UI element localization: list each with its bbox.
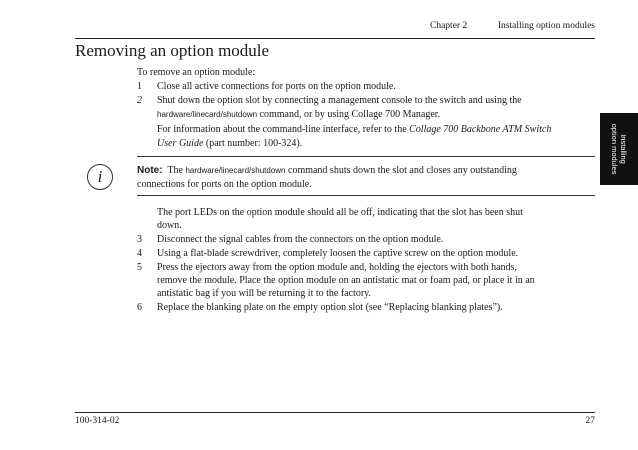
intro-text: To remove an option module: bbox=[137, 67, 256, 78]
step-number: 5 bbox=[137, 262, 142, 273]
page-title: Removing an option module bbox=[75, 41, 270, 60]
step-text: Close all active connections for ports on the option module. bbox=[157, 81, 396, 92]
footer-rule bbox=[75, 412, 595, 413]
command-text: hardware/linecard/shutdown bbox=[185, 166, 286, 175]
side-tab-line1: Installing bbox=[619, 134, 628, 164]
footer-doc-number: 100-314-02 bbox=[75, 416, 120, 426]
header-rule bbox=[75, 38, 595, 39]
note-rule-bottom bbox=[137, 195, 595, 196]
step-text-line1: Press the ejectors away from the option module and, holding the ejectors with both hands, bbox=[157, 262, 517, 273]
step-number: 4 bbox=[137, 248, 142, 259]
step-text-line4: User Guide (part number: 100-324). bbox=[157, 138, 303, 149]
step-number: 2 bbox=[137, 95, 142, 106]
note-label: Note: bbox=[137, 165, 163, 176]
step-text-line2: hardware/linecard/shutdown command, or by using Collage 700 Manager. bbox=[157, 109, 441, 120]
side-tab-line2: option modules bbox=[610, 123, 619, 175]
step-number: 3 bbox=[137, 234, 142, 245]
step-number: 6 bbox=[137, 302, 142, 313]
step-text: Using a flat-blade screwdriver, completely loosen the captive screw on the option module. bbox=[157, 248, 519, 259]
header-section-title: Installing option modules bbox=[497, 21, 595, 31]
info-icon: i bbox=[87, 164, 113, 190]
command-text: hardware/linecard/shutdown bbox=[157, 110, 258, 119]
doc-reference: User Guide bbox=[157, 138, 204, 149]
step-text: Disconnect the signal cables from the connectors on the option module. bbox=[157, 234, 444, 245]
footer-page-number: 27 bbox=[585, 416, 595, 426]
note-line2: connections for ports on the option module. bbox=[137, 179, 312, 190]
continuation-line2: down. bbox=[157, 220, 182, 231]
step-number: 1 bbox=[137, 81, 142, 92]
step-text-line1: Shut down the option slot by connecting a management console to the switch and using the bbox=[157, 95, 522, 106]
note-line1: Note: The hardware/linecard/shutdown command shuts down the slot and closes any outstanding bbox=[137, 165, 517, 176]
header-chapter: Chapter 2 bbox=[430, 21, 468, 31]
step-text: Replace the blanking plate on the empty option slot (see “Replacing blanking plates”). bbox=[157, 302, 503, 313]
note-rule-top bbox=[137, 156, 595, 157]
continuation-line1: The port LEDs on the option module should all be off, indicating that the slot has been shut bbox=[157, 207, 523, 218]
step-text-line2: remove the module. Place the option module on an antistatic mat or foam pad, or place it in an bbox=[157, 275, 535, 286]
side-tab bbox=[600, 113, 638, 185]
doc-reference: Collage 700 Backbone ATM Switch bbox=[409, 124, 552, 135]
running-header bbox=[75, 21, 595, 37]
step-text-line3: For information about the command-line interface, refer to the Collage 700 Backbone ATM Switch bbox=[157, 124, 552, 135]
step-text-line3: antistatic bag if you will be returning it to the factory. bbox=[157, 288, 372, 299]
